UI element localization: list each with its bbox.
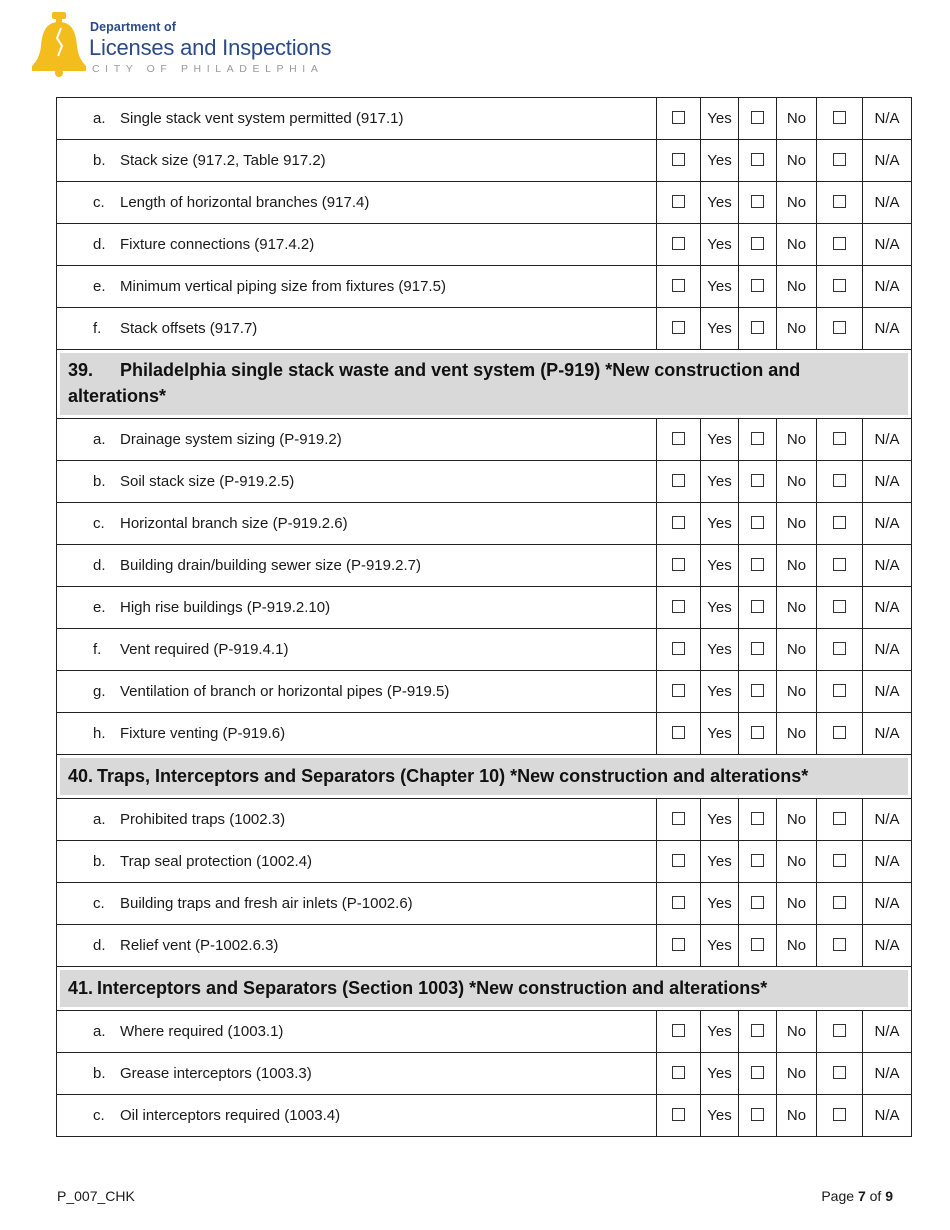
na-checkbox[interactable]	[833, 237, 846, 250]
no-option-label: No	[777, 1095, 817, 1137]
checklist-row	[57, 587, 912, 629]
item-label	[57, 98, 657, 140]
na-option-label: N/A	[863, 461, 912, 503]
na-option-label: N/A	[863, 799, 912, 841]
item-text: Fixture connections (917.4.2)	[120, 236, 315, 253]
section-title	[60, 758, 908, 795]
checklist-row	[57, 545, 912, 587]
na-checkbox[interactable]	[833, 1066, 846, 1079]
yes-option-label: Yes	[701, 925, 739, 967]
checklist-row	[57, 1011, 912, 1053]
na-option-label: N/A	[863, 1011, 912, 1053]
item-letter: e.	[93, 278, 106, 295]
no-checkbox[interactable]	[751, 684, 764, 697]
na-checkbox[interactable]	[833, 1108, 846, 1121]
na-checkbox[interactable]	[833, 558, 846, 571]
checklist-row	[57, 182, 912, 224]
na-checkbox[interactable]	[833, 432, 846, 445]
na-checkbox[interactable]	[833, 812, 846, 825]
item-letter: c.	[93, 1107, 105, 1124]
checklist-row	[57, 308, 912, 350]
no-checkbox[interactable]	[751, 600, 764, 613]
section-text: Philadelphia single stack waste and vent system (P-919) *New construction and alterations*	[68, 360, 801, 406]
no-option-label: No	[777, 308, 817, 350]
yes-option-label: Yes	[701, 461, 739, 503]
item-label	[57, 1053, 657, 1095]
yes-checkbox[interactable]	[672, 938, 685, 951]
city-line: CITY OF PHILADELPHIA	[92, 63, 324, 75]
section-number: 39.	[68, 360, 94, 380]
item-letter: a.	[93, 431, 106, 448]
no-checkbox[interactable]	[751, 726, 764, 739]
item-letter: b.	[93, 853, 106, 870]
na-option-label: N/A	[863, 1053, 912, 1095]
no-option-label: No	[777, 587, 817, 629]
no-option-label: No	[777, 1011, 817, 1053]
item-letter: f.	[93, 641, 102, 658]
na-checkbox[interactable]	[833, 642, 846, 655]
section-header-row	[57, 755, 912, 799]
na-checkbox[interactable]	[833, 195, 846, 208]
yes-option-label: Yes	[701, 799, 739, 841]
item-text: Prohibited traps (1002.3)	[120, 811, 286, 828]
yes-option-label: Yes	[701, 140, 739, 182]
section-text: Traps, Interceptors and Separators (Chapter 10) *New construction and alterations*	[97, 766, 809, 786]
item-text: Stack offsets (917.7)	[120, 320, 258, 337]
item-letter: e.	[93, 599, 106, 616]
no-checkbox[interactable]	[751, 896, 764, 909]
item-label	[57, 1011, 657, 1053]
na-checkbox[interactable]	[833, 153, 846, 166]
yes-checkbox[interactable]	[672, 237, 685, 250]
no-checkbox[interactable]	[751, 321, 764, 334]
checklist-row	[57, 841, 912, 883]
item-letter: g.	[93, 683, 106, 700]
yes-checkbox[interactable]	[672, 600, 685, 613]
na-option-label: N/A	[863, 1095, 912, 1137]
no-checkbox[interactable]	[751, 474, 764, 487]
item-label	[57, 224, 657, 266]
na-option-label: N/A	[863, 545, 912, 587]
section-number: 41.	[68, 978, 94, 998]
no-option-label: No	[777, 671, 817, 713]
item-text: Oil interceptors required (1003.4)	[120, 1107, 341, 1124]
no-option-label: No	[777, 545, 817, 587]
na-checkbox[interactable]	[833, 111, 846, 124]
yes-option-label: Yes	[701, 224, 739, 266]
na-checkbox[interactable]	[833, 726, 846, 739]
yes-checkbox[interactable]	[672, 558, 685, 571]
no-option-label: No	[777, 266, 817, 308]
yes-checkbox[interactable]	[672, 1066, 685, 1079]
checklist-row	[57, 671, 912, 713]
item-label	[57, 182, 657, 224]
no-checkbox[interactable]	[751, 1066, 764, 1079]
form-code: P_007_CHK	[57, 1188, 135, 1204]
no-option-label: No	[777, 503, 817, 545]
na-option-label: N/A	[863, 587, 912, 629]
item-text: Stack size (917.2, Table 917.2)	[120, 152, 326, 169]
no-option-label: No	[777, 713, 817, 755]
item-label	[57, 883, 657, 925]
na-checkbox[interactable]	[833, 896, 846, 909]
dept-logo	[30, 10, 370, 80]
yes-checkbox[interactable]	[672, 432, 685, 445]
item-letter: a.	[93, 110, 106, 127]
na-checkbox[interactable]	[833, 321, 846, 334]
item-label	[57, 841, 657, 883]
yes-option-label: Yes	[701, 419, 739, 461]
checklist-row	[57, 883, 912, 925]
item-label	[57, 1095, 657, 1137]
section-title	[60, 970, 908, 1007]
item-label	[57, 308, 657, 350]
no-option-label: No	[777, 419, 817, 461]
item-letter: f.	[93, 320, 102, 337]
page-word: Page	[821, 1188, 855, 1204]
item-text: Relief vent (P-1002.6.3)	[120, 937, 279, 954]
no-checkbox[interactable]	[751, 516, 764, 529]
dept-line: Department of	[90, 20, 177, 34]
item-text: Length of horizontal branches (917.4)	[120, 194, 370, 211]
item-letter: d.	[93, 236, 106, 253]
item-text: Soil stack size (P-919.2.5)	[120, 473, 295, 490]
yes-option-label: Yes	[701, 587, 739, 629]
checklist-row	[57, 925, 912, 967]
na-option-label: N/A	[863, 629, 912, 671]
yes-option-label: Yes	[701, 629, 739, 671]
checklist-table	[56, 97, 912, 1137]
na-checkbox[interactable]	[833, 684, 846, 697]
item-text: Grease interceptors (1003.3)	[120, 1065, 312, 1082]
yes-checkbox[interactable]	[672, 684, 685, 697]
item-text: Building traps and fresh air inlets (P-1002.6)	[120, 895, 413, 912]
yes-option-label: Yes	[701, 841, 739, 883]
checklist-row	[57, 1095, 912, 1137]
na-checkbox[interactable]	[833, 516, 846, 529]
item-letter: b.	[93, 1065, 106, 1082]
na-option-label: N/A	[863, 671, 912, 713]
yes-checkbox[interactable]	[672, 474, 685, 487]
no-option-label: No	[777, 140, 817, 182]
na-option-label: N/A	[863, 266, 912, 308]
checklist-row	[57, 503, 912, 545]
no-option-label: No	[777, 182, 817, 224]
na-option-label: N/A	[863, 925, 912, 967]
item-letter: c.	[93, 194, 105, 211]
page-current: 7	[857, 1188, 866, 1204]
no-checkbox[interactable]	[751, 854, 764, 867]
yes-checkbox[interactable]	[672, 321, 685, 334]
checklist-row	[57, 98, 912, 140]
item-text: Trap seal protection (1002.4)	[120, 853, 313, 870]
item-text: Drainage system sizing (P-919.2)	[120, 431, 342, 448]
item-letter: b.	[93, 473, 106, 490]
yes-checkbox[interactable]	[672, 279, 685, 292]
yes-option-label: Yes	[701, 545, 739, 587]
item-letter: c.	[93, 515, 105, 532]
no-checkbox[interactable]	[751, 642, 764, 655]
dept-title: Licenses and Inspections	[89, 35, 332, 60]
no-checkbox[interactable]	[751, 812, 764, 825]
section-number: 40.	[68, 766, 94, 786]
no-checkbox[interactable]	[751, 153, 764, 166]
yes-checkbox[interactable]	[672, 111, 685, 124]
no-option-label: No	[777, 799, 817, 841]
no-option-label: No	[777, 224, 817, 266]
no-checkbox[interactable]	[751, 237, 764, 250]
yes-checkbox[interactable]	[672, 896, 685, 909]
item-text: Horizontal branch size (P-919.2.6)	[120, 515, 348, 532]
checklist-row	[57, 140, 912, 182]
item-text: Fixture venting (P-919.6)	[120, 725, 286, 742]
checklist-row	[57, 629, 912, 671]
item-label	[57, 925, 657, 967]
item-label	[57, 713, 657, 755]
no-option-label: No	[777, 883, 817, 925]
item-label	[57, 671, 657, 713]
no-option-label: No	[777, 98, 817, 140]
yes-checkbox[interactable]	[672, 153, 685, 166]
na-option-label: N/A	[863, 419, 912, 461]
section-text: Interceptors and Separators (Section 1003) *New construction and alterations*	[97, 978, 768, 998]
checklist-row	[57, 713, 912, 755]
yes-option-label: Yes	[701, 266, 739, 308]
no-checkbox[interactable]	[751, 938, 764, 951]
no-checkbox[interactable]	[751, 558, 764, 571]
no-checkbox[interactable]	[751, 1024, 764, 1037]
na-checkbox[interactable]	[833, 854, 846, 867]
yes-option-label: Yes	[701, 98, 739, 140]
item-text: Where required (1003.1)	[120, 1023, 284, 1040]
liberty-bell-icon	[30, 10, 88, 78]
no-checkbox[interactable]	[751, 111, 764, 124]
item-label	[57, 629, 657, 671]
yes-checkbox[interactable]	[672, 642, 685, 655]
checklist-row	[57, 461, 912, 503]
item-label	[57, 266, 657, 308]
item-letter: a.	[93, 811, 106, 828]
na-checkbox[interactable]	[833, 474, 846, 487]
yes-option-label: Yes	[701, 713, 739, 755]
no-option-label: No	[777, 1053, 817, 1095]
na-option-label: N/A	[863, 503, 912, 545]
na-option-label: N/A	[863, 841, 912, 883]
na-option-label: N/A	[863, 98, 912, 140]
item-label	[57, 587, 657, 629]
item-text: High rise buildings (P-919.2.10)	[120, 599, 331, 616]
yes-checkbox[interactable]	[672, 726, 685, 739]
item-label	[57, 545, 657, 587]
item-letter: d.	[93, 557, 106, 574]
yes-checkbox[interactable]	[672, 812, 685, 825]
item-text: Building drain/building sewer size (P-919.2.7)	[120, 557, 421, 574]
page-total: 9	[885, 1188, 893, 1204]
yes-option-label: Yes	[701, 503, 739, 545]
na-option-label: N/A	[863, 182, 912, 224]
item-letter: c.	[93, 895, 105, 912]
item-letter: d.	[93, 937, 106, 954]
yes-checkbox[interactable]	[672, 1108, 685, 1121]
item-text: Ventilation of branch or horizontal pipes (P-919.5)	[120, 683, 450, 700]
yes-option-label: Yes	[701, 883, 739, 925]
yes-checkbox[interactable]	[672, 854, 685, 867]
item-label	[57, 503, 657, 545]
no-option-label: No	[777, 925, 817, 967]
yes-option-label: Yes	[701, 1011, 739, 1053]
yes-option-label: Yes	[701, 182, 739, 224]
checklist-row	[57, 1053, 912, 1095]
section-header-row	[57, 967, 912, 1011]
yes-option-label: Yes	[701, 1053, 739, 1095]
no-checkbox[interactable]	[751, 279, 764, 292]
no-option-label: No	[777, 461, 817, 503]
item-label	[57, 419, 657, 461]
yes-option-label: Yes	[701, 1095, 739, 1137]
item-label	[57, 140, 657, 182]
yes-option-label: Yes	[701, 308, 739, 350]
page-indicator	[821, 1188, 893, 1204]
item-letter: b.	[93, 152, 106, 169]
item-label	[57, 461, 657, 503]
item-text: Minimum vertical piping size from fixtures (917.5)	[120, 278, 446, 295]
na-checkbox[interactable]	[833, 1024, 846, 1037]
yes-option-label: Yes	[701, 671, 739, 713]
checklist-row	[57, 266, 912, 308]
no-option-label: No	[777, 629, 817, 671]
yes-checkbox[interactable]	[672, 1024, 685, 1037]
checklist-row	[57, 224, 912, 266]
item-text: Single stack vent system permitted (917.1)	[120, 110, 404, 127]
yes-checkbox[interactable]	[672, 195, 685, 208]
no-checkbox[interactable]	[751, 1108, 764, 1121]
na-option-label: N/A	[863, 224, 912, 266]
checklist-row	[57, 419, 912, 461]
na-option-label: N/A	[863, 883, 912, 925]
item-text: Vent required (P-919.4.1)	[120, 641, 289, 658]
item-letter: a.	[93, 1023, 106, 1040]
section-header-row	[57, 350, 912, 419]
item-label	[57, 799, 657, 841]
na-checkbox[interactable]	[833, 279, 846, 292]
yes-checkbox[interactable]	[672, 516, 685, 529]
no-option-label: No	[777, 841, 817, 883]
item-letter: h.	[93, 725, 106, 742]
na-option-label: N/A	[863, 308, 912, 350]
na-checkbox[interactable]	[833, 938, 846, 951]
na-checkbox[interactable]	[833, 600, 846, 613]
na-option-label: N/A	[863, 140, 912, 182]
na-option-label: N/A	[863, 713, 912, 755]
no-checkbox[interactable]	[751, 195, 764, 208]
no-checkbox[interactable]	[751, 432, 764, 445]
section-title	[60, 353, 908, 415]
page-of: of	[869, 1188, 882, 1204]
checklist-row	[57, 799, 912, 841]
